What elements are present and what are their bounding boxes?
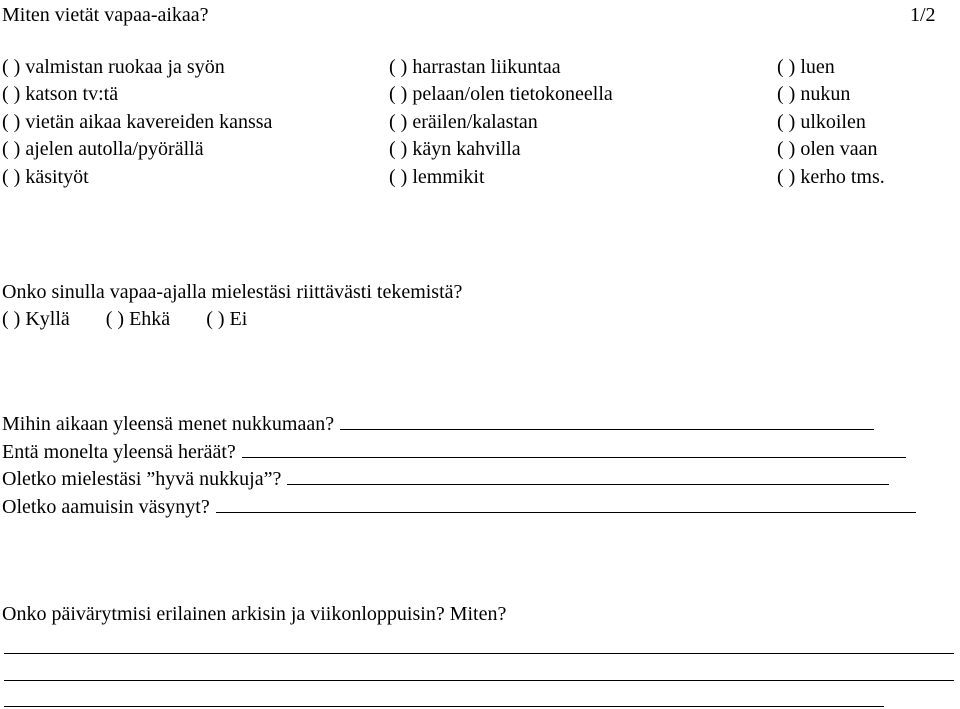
activity-option[interactable]: ( ) harrastan liikuntaa [389, 56, 561, 78]
answer-line[interactable] [4, 680, 954, 681]
activity-option[interactable]: ( ) ulkoilen [777, 110, 866, 133]
enough-activities-question: Onko sinulla vapaa-ajalla mielestäsi riittävästi tekemistä? [2, 281, 463, 303]
bedtime-question: Mihin aikaan yleensä menet nukkumaan? [2, 413, 335, 435]
wakeup-question-row [2, 442, 906, 462]
bedtime-question-row [2, 414, 874, 434]
activity-option[interactable]: ( ) lemmikit [389, 165, 485, 188]
activity-option[interactable]: ( ) kerho tms. [777, 165, 885, 188]
activity-option[interactable]: ( ) olen vaan [777, 138, 878, 161]
activity-option[interactable]: ( ) vietän aikaa kavereiden kanssa [2, 110, 273, 133]
answer-line[interactable] [4, 653, 954, 654]
morning-tired-question-row [2, 497, 916, 517]
morning-tired-question: Oletko aamuisin väsynyt? [2, 496, 210, 518]
page-number: 1/2 [910, 4, 936, 26]
activity-column-1 [2, 56, 272, 193]
bedtime-answer-line[interactable] [340, 428, 874, 430]
enough-activities-options [2, 309, 247, 329]
activity-option[interactable]: ( ) käsityöt [2, 165, 89, 188]
activity-option[interactable]: ( ) nukun [777, 83, 851, 106]
activity-option[interactable]: ( ) luen [777, 56, 835, 78]
activity-option[interactable]: ( ) ajelen autolla/pyörällä [2, 138, 204, 161]
good-sleeper-question: Oletko mielestäsi ”hyvä nukkuja”? [2, 468, 282, 490]
morning-tired-answer-line[interactable] [216, 511, 916, 513]
good-sleeper-question-row [2, 469, 889, 489]
wakeup-question: Entä monelta yleensä heräät? [2, 441, 236, 463]
activity-option[interactable]: ( ) katson tv:tä [2, 83, 119, 106]
wakeup-answer-line[interactable] [242, 456, 906, 458]
option-yes[interactable]: ( ) Kyllä [2, 308, 70, 330]
activity-option[interactable]: ( ) käyn kahvilla [389, 138, 521, 161]
activity-column-3 [777, 56, 885, 193]
answer-line[interactable] [4, 706, 884, 707]
activity-option[interactable]: ( ) pelaan/olen tietokoneella [389, 83, 613, 106]
option-maybe[interactable]: ( ) Ehkä [105, 308, 171, 330]
activity-option[interactable]: ( ) valmistan ruokaa ja syön [2, 56, 225, 78]
activity-column-2 [389, 56, 613, 193]
activity-option[interactable]: ( ) eräilen/kalastan [389, 110, 538, 133]
page-title: Miten vietät vapaa-aikaa? [2, 4, 209, 26]
option-no[interactable]: ( ) Ei [206, 308, 248, 330]
day-rhythm-question: Onko päivärytmisi erilainen arkisin ja viikonloppuisin? Miten? [2, 603, 507, 625]
good-sleeper-answer-line[interactable] [287, 483, 889, 485]
